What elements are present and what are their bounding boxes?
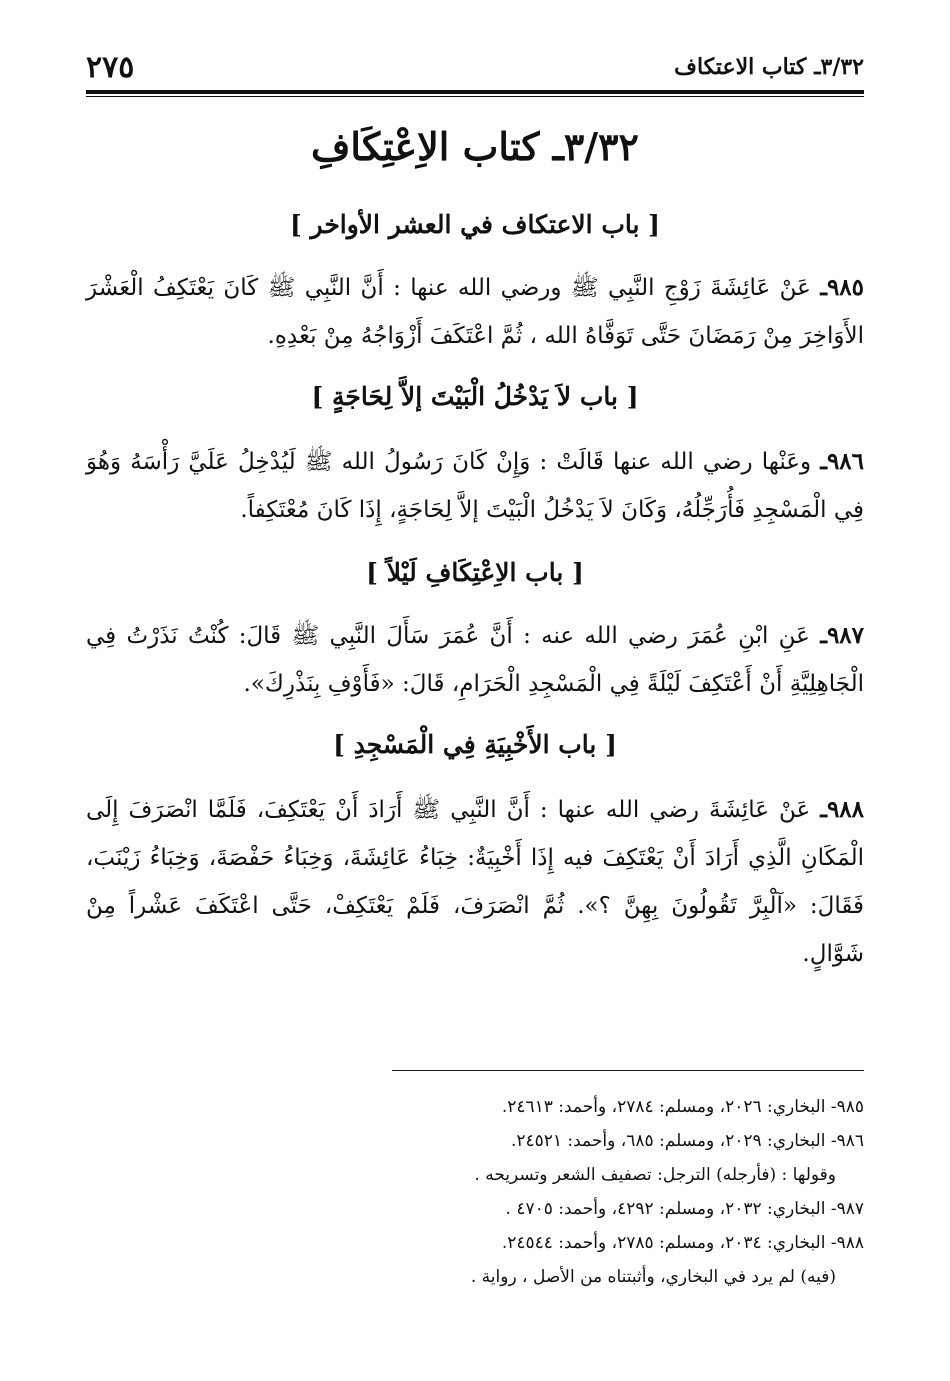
footnote-987: ٩٨٧- البخاري: ٢٠٣٢، ومسلم: ٤٢٩٢، وأحمد: ٤٧٠٥ . [505, 1199, 864, 1219]
footnote-986-note: وقولها : (فأرجله) الترجل: تصفيف الشعر وتسريحه . [474, 1165, 836, 1185]
section-heading: [ باب الاعتكاف في العشر الأواخر ] [290, 210, 660, 239]
footnote-986: ٩٨٦- البخاري: ٢٠٢٩، ومسلم: ٦٨٥، وأحمد: ٢٤٥٢١. [510, 1131, 864, 1151]
hadith-number: ٩٨٦ـ [820, 448, 864, 475]
footnote-988: ٩٨٨- البخاري: ٢٠٣٤، ومسلم: ٢٧٨٥، وأحمد: ٢٤٥٤٤. [501, 1233, 864, 1253]
hadith-number: ٩٨٧ـ [820, 622, 864, 649]
hadith-number: ٩٨٨ـ [820, 796, 864, 823]
page-number: ٢٧٥ [86, 50, 135, 85]
hadith-985 [86, 264, 864, 360]
section-heading: [ باب الاِعْتِكَافِ لَيْلاً ] [366, 558, 584, 587]
hadith-text: عَنْ عَائِشَةَ رضي الله عنها : أَنَّ النَّبِي ﷺ أَرَادَ أَنْ يَعْتَكِفَ، فَلَمَّا انْصَرَفَ إِلَى الْمَكَانِ الَّذِي أَرَادَ أَنْ يَعْتَكِفَ فيه إِذَا أَخْبِيَةٌ: خِبَاءُ عَائِشَةَ، وَخِبَاءُ حَفْصَةَ، وَخِبَاءُ زَيْنَبَ، فَقَالَ: «آلْبِرَّ تَقُولُونَ بِهِنَّ ؟». ثُمَّ انْصَرَفَ، فَلَمْ يَعْتَكِفْ، حَتَّى اعْتَكَفَ عَشْراً مِنْ شَوَّالٍ. [86, 797, 864, 967]
hadith-988 [86, 786, 864, 978]
hadith-986 [86, 438, 864, 534]
hadith-987 [86, 612, 864, 708]
hadith-text: عَنِ ابْنِ عُمَرَ رضي الله عنه : أَنَّ عُمَرَ سَأَلَ النَّبِي ﷺ قَالَ: كُنْتُ نَذَرْتُ فِي الْجَاهِلِيَّةِ أَنْ أَعْتَكِفَ لَيْلَةً فِي الْمَسْجِدِ الْحَرَامِ، قَالَ: «فَأَوْفِ بِنَذْرِكَ». [86, 623, 864, 697]
hadith-text: وعَنْها رضي الله عنها قَالَتْ : وَإِنْ كَانَ رَسُولُ الله ﷺ لَيُدْخِلُ عَلَيَّ رَأْسَهُ وَهُوَ فِي الْمَسْجِدِ فَأُرَجِّلُهُ، وَكَانَ لاَ يَدْخُلُ الْبَيْتَ إلاَّ لِحَاجَةٍ، إِذَا كَانَ مُعْتَكِفاً. [86, 449, 864, 523]
footnote-985: ٩٨٥- البخاري: ٢٠٢٦، ومسلم: ٢٧٨٤، وأحمد: ٢٤٦١٣. [501, 1097, 864, 1117]
section-heading: [ باب الأَخْبِيَةِ فِي الْمَسْجِدِ ] [333, 730, 617, 759]
page-header [86, 46, 864, 90]
footnote-988-note: (فيه) لم يرد في البخاري، وأثبتناه من الأصل ، رواية . [470, 1267, 836, 1287]
hadith-text: عَنْ عَائِشَةَ زَوْجِ النَّبِي ﷺ ورضي الله عنها : أَنَّ النَّبِي ﷺ كَانَ يَعْتَكِفُ الْعَشْرَ الأَوَاخِرَ مِنْ رَمَضَانَ حَتَّى تَوَفَّاهُ الله ، ثُمَّ اعْتَكَفَ أَزْوَاجُهُ مِنْ بَعْدِهِ. [86, 275, 864, 349]
running-title: ٣/٣٢ـ كتاب الاعتكاف [674, 54, 864, 80]
section-heading: [ باب لاَ يَدْخُلُ الْبَيْتَ إلاَّ لِحَاجَةٍ ] [311, 382, 639, 411]
footnote-rule [392, 1070, 864, 1071]
hadith-number: ٩٨٥ـ [820, 274, 864, 301]
header-rule [86, 90, 864, 97]
chapter-title: ٣/٣٢ـ كتاب الاِعْتِكَافِ [311, 124, 639, 169]
footnotes [392, 1090, 864, 1294]
